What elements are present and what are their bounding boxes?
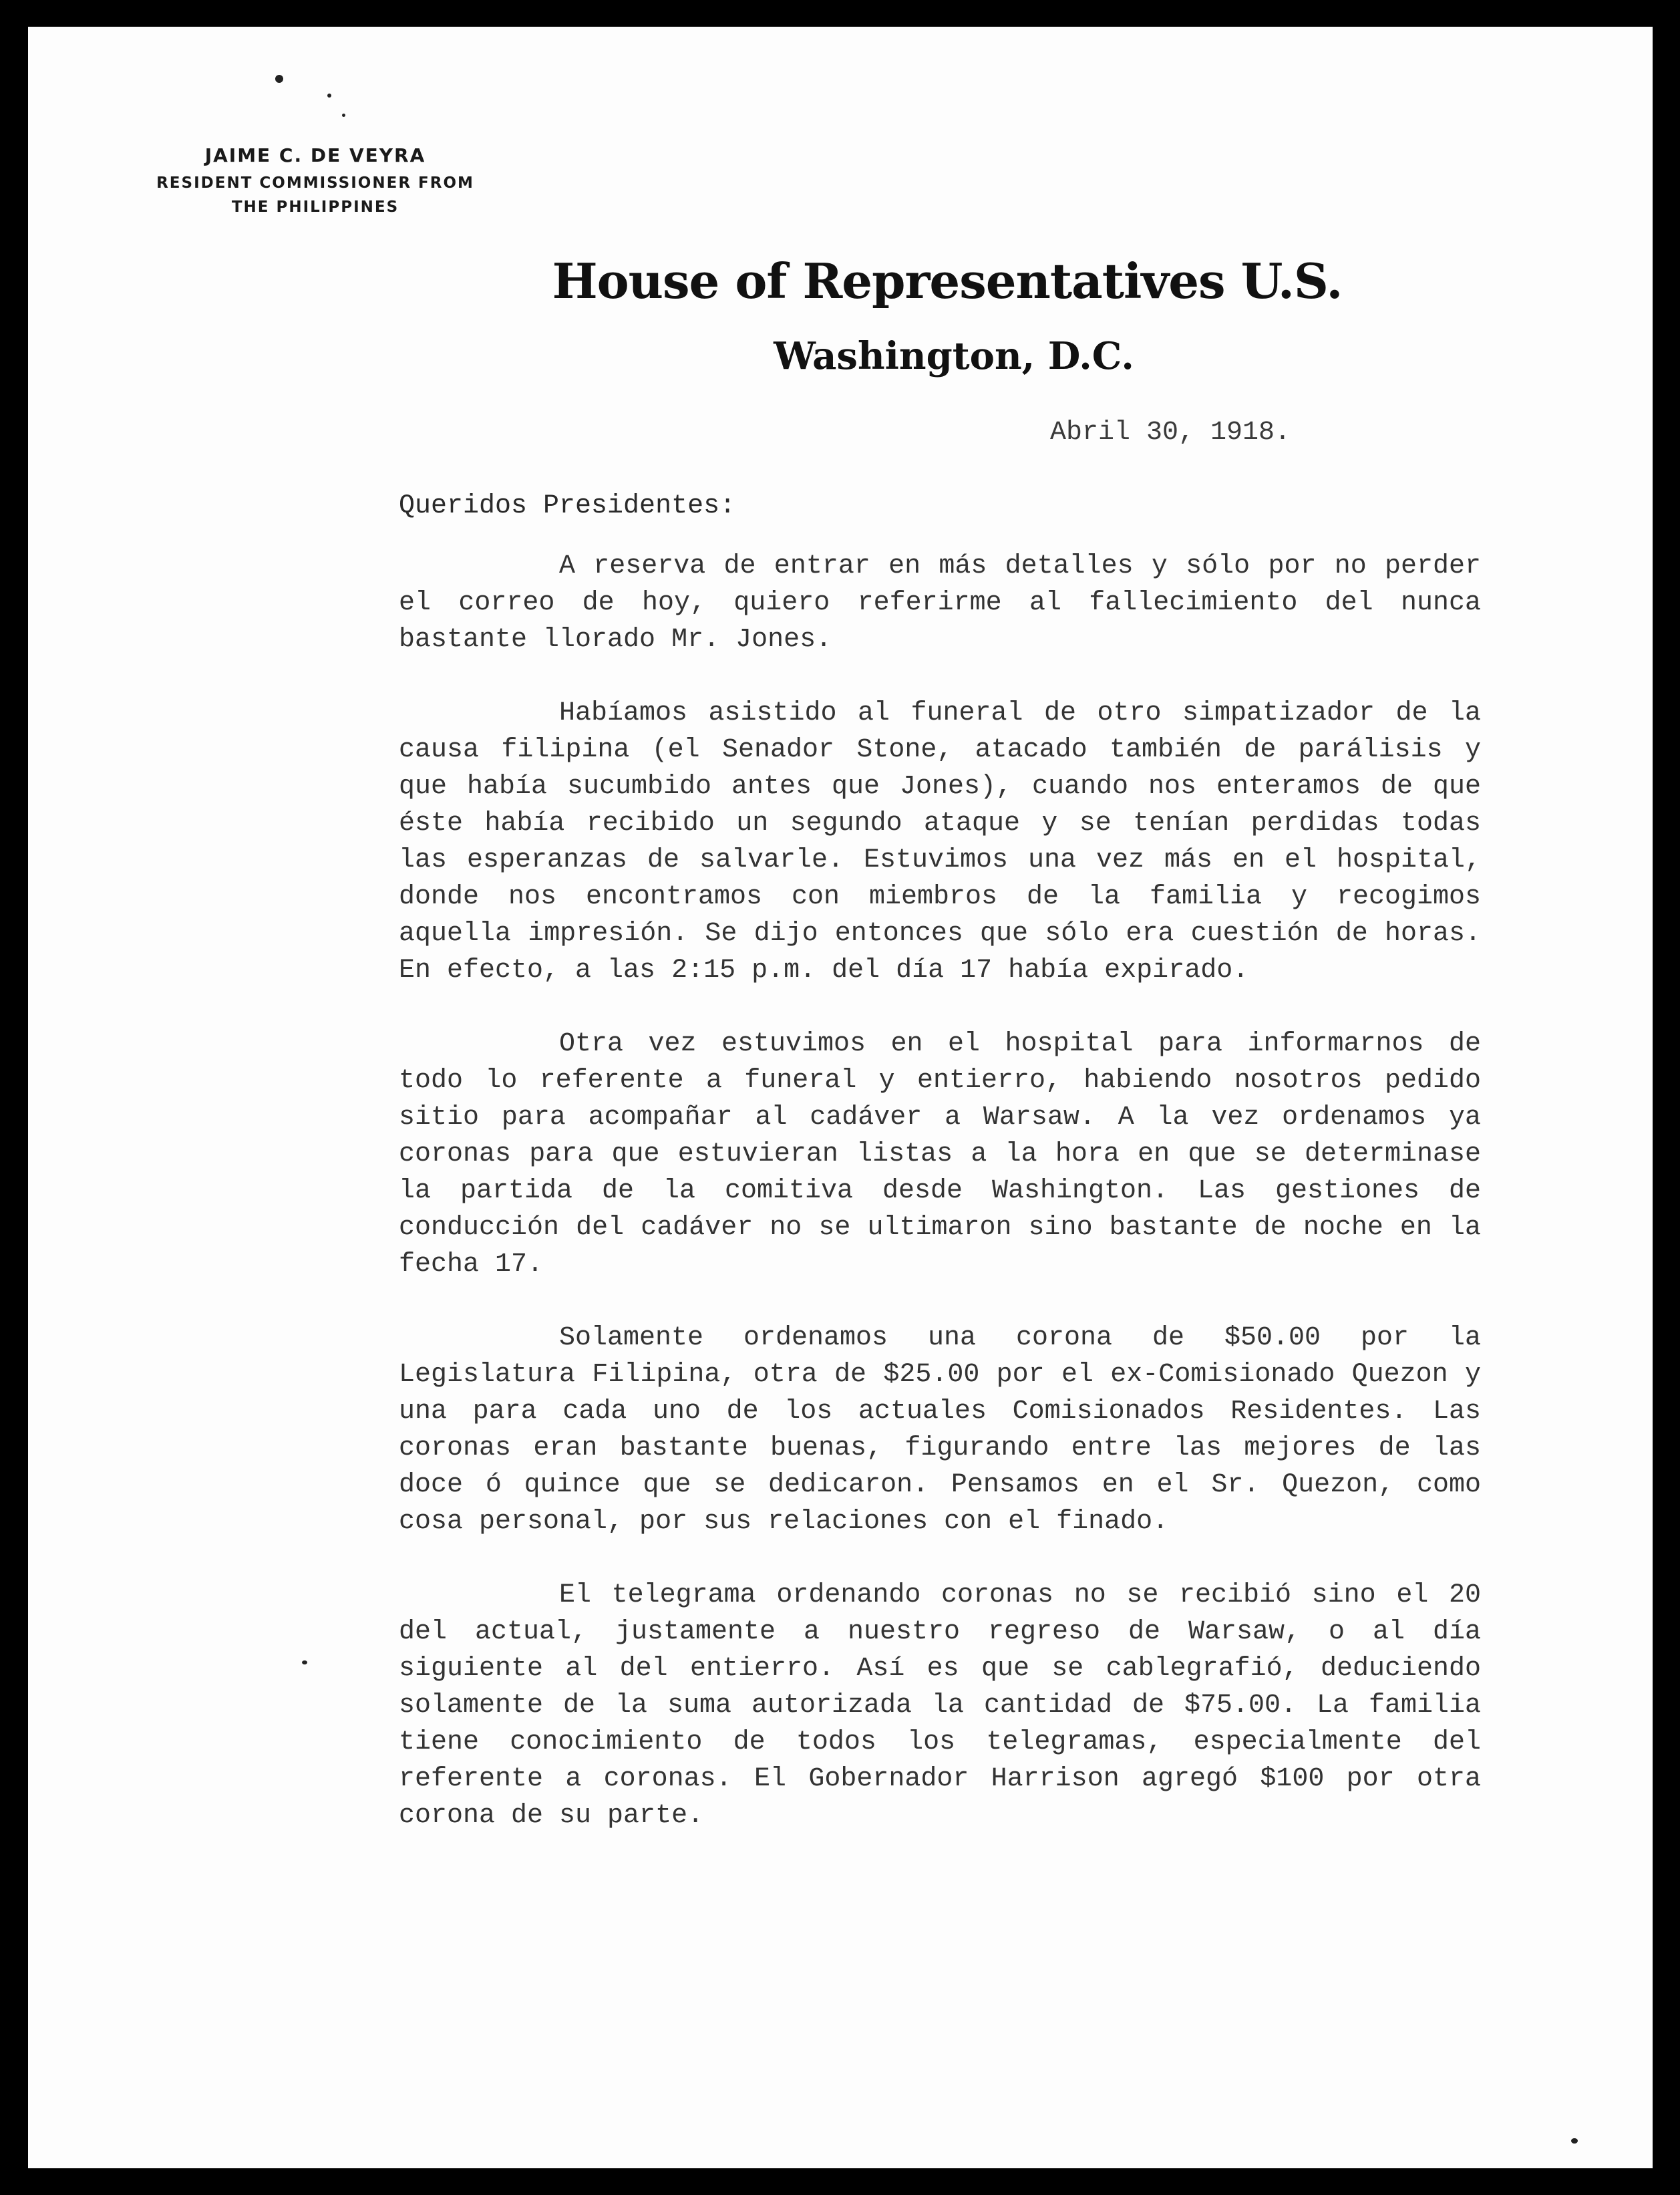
institution-heading: House of Representatives U.S. bbox=[552, 253, 1343, 309]
place-heading: Washington, D.C. bbox=[774, 334, 1134, 378]
paragraph: Solamente ordenamos una corona de $50.00 por la Legislatura Filipina, otra de $25.00 por el ex-Comisionado Quezon y una para cada uno de los actuales Comisionados Residentes. Las coronas eran bastante buenas, figurando entre las mejores de las doce ó quince que se dedicaron. Pensamos en el Sr. Quezon, como cosa personal, por sus relaciones con el finado. bbox=[399, 1323, 1481, 1537]
scan-speck bbox=[1571, 2138, 1578, 2144]
letter-body bbox=[399, 548, 1481, 1871]
paragraph: A reserva de entrar en más detalles y sólo por no perder el correo de hoy, quiero referirme al fallecimiento del nunca bastante llorado Mr. Jones. bbox=[399, 551, 1481, 655]
salutation: Queridos Presidentes: bbox=[399, 491, 736, 521]
scan-speck bbox=[327, 94, 331, 98]
letterhead-sender bbox=[128, 140, 502, 219]
paragraph: Habíamos asistido al funeral de otro simpatizador de la causa filipina (el Senador Stone, atacado también de parálisis y que había sucumbido antes que Jones), cuando nos enteramos de que éste había recibido un segundo ataque y se tenían perdidas todas las esperanzas de salvarle. Estuvimos una vez más en el hospital, donde nos encontramos con miembros de la familia y recogimos aquella impresión. Se dijo entonces que sólo era cuestión de horas. En efecto, a las 2:15 p.m. del día 17 había expirado. bbox=[399, 698, 1481, 986]
scan-speck bbox=[275, 75, 283, 83]
letter-page bbox=[28, 27, 1653, 2168]
scan-speck bbox=[342, 114, 345, 117]
paragraph: Otra vez estuvimos en el hospital para informarnos de todo lo referente a funeral y entierro, habiendo nosotros pedido sitio para acompañar al cadáver a Warsaw. A la vez ordenamos ya coronas para que estuvieran listas a la hora en que se determinase la partida de la comitiva desde Washington. Las gestiones de conducción del cadáver no se ultimaron sino bastante de noche en la fecha 17. bbox=[399, 1029, 1481, 1280]
paragraph: El telegrama ordenando coronas no se recibió sino el 20 del actual, justamente a nuestro regreso de Warsaw, o al día siguiente al del entierro. Así es que se cablegrafió, deduciendo solamente de la suma autorizada la cantidad de $75.00. La familia tiene conocimiento de todos los telegramas, especialmente del referente a coronas. El Gobernador Harrison agregó $100 por otra corona de su parte. bbox=[399, 1580, 1481, 1831]
sender-name: JAIME C. DE VEYRA bbox=[204, 144, 426, 166]
sender-title-line1: RESIDENT COMMISSIONER FROM bbox=[156, 174, 474, 192]
sender-title-line2: THE PHILIPPINES bbox=[231, 198, 399, 216]
letter-date: Abril 30, 1918. bbox=[1050, 418, 1291, 448]
scan-speck bbox=[302, 1660, 307, 1664]
